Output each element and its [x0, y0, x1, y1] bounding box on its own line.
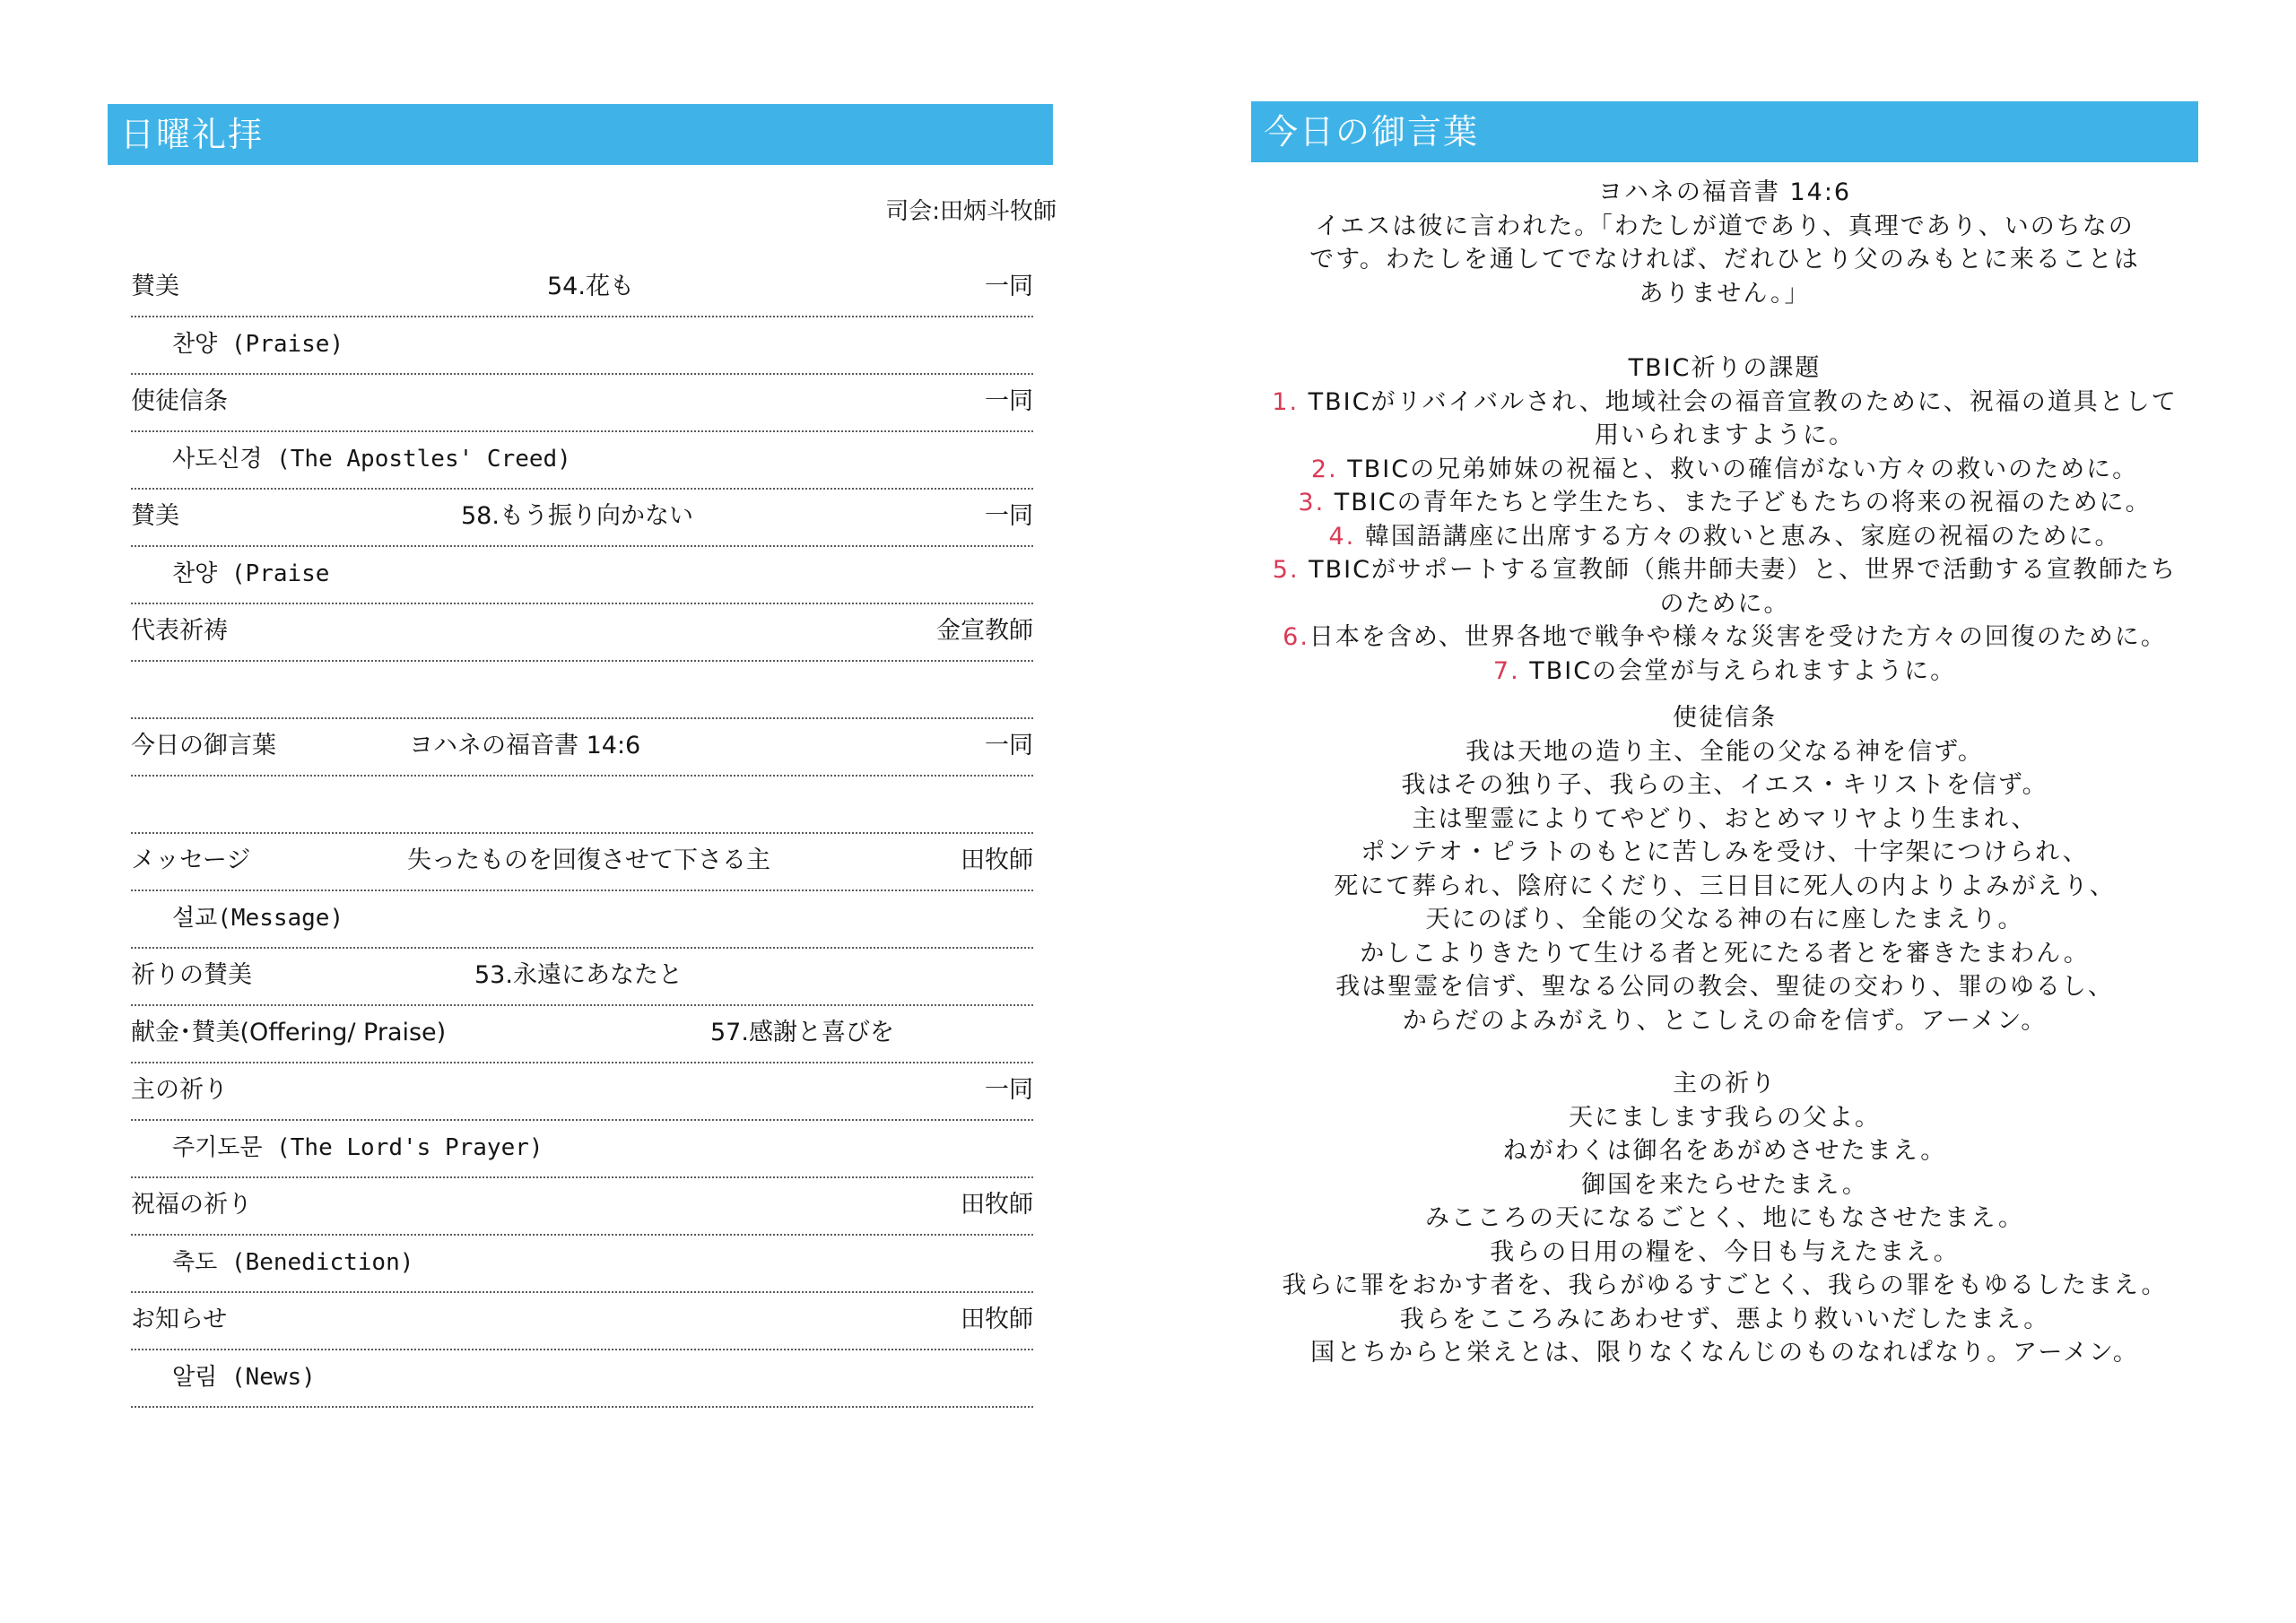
- order-label: メッセージ: [131, 846, 251, 874]
- order-responsible: 一同: [985, 1076, 1033, 1104]
- order-responsible: 一同: [985, 732, 1033, 759]
- order-sublabel: 찬양 (Praise): [172, 331, 344, 358]
- prayer-item: [1251, 386, 2198, 420]
- order-responsible: 一同: [985, 273, 1033, 300]
- order-row-offering: [131, 1006, 1033, 1063]
- order-row-apostles-creed: [131, 375, 1033, 432]
- prayer-item-number: 5.: [1272, 556, 1300, 584]
- prayer-item: [1251, 655, 2198, 689]
- prayer-item-text: TBICがリバイバルされ、地域社会の福音宣教のために、祝福の道具として: [1308, 387, 2178, 416]
- prayer-topics-title: TBIC祈りの課題: [1628, 354, 1822, 382]
- order-responsible: 田牧師: [961, 1306, 1033, 1333]
- order-hymn: 54.花も: [547, 273, 634, 300]
- lords-prayer-line: 我らの日用の糧を、今日も与えたまえ。: [1490, 1237, 1960, 1266]
- order-label: 使徒信条: [131, 387, 228, 415]
- order-row-prayer-praise: [131, 949, 1033, 1006]
- order-sublabel: 알림 (News): [172, 1364, 316, 1391]
- apostles-creed: [1251, 701, 2198, 1037]
- prayer-item-number: 1.: [1272, 387, 1300, 416]
- host-label: 司会:田炳斗牧師: [885, 198, 1057, 225]
- prayer-item-number: 6.: [1283, 623, 1309, 651]
- prayer-item-text: TBICの青年たちと学生たち、また子どもたちの将来の祝福のために。: [1334, 489, 2152, 516]
- order-label: 賛美: [131, 273, 179, 300]
- todays-word-page: [1148, 0, 2296, 1623]
- order-subrow: [131, 432, 1033, 490]
- order-subrow: [131, 317, 1033, 375]
- order-label: 献金･賛美(Offering/ Praise): [131, 1019, 447, 1046]
- creed-line: からだのよみがえり、とこしえの命を信ず。アーメン。: [1402, 1006, 2048, 1035]
- creed-line: 天にのぼり、全能の父なる神の右に座したまえり。: [1425, 906, 2024, 933]
- order-sublabel: 설교(Message): [172, 905, 344, 932]
- order-row-benediction: [131, 1178, 1033, 1236]
- order-row-representative-prayer: [131, 604, 1033, 662]
- creed-line: 我は聖霊を信ず、聖なる公同の教会、聖徒の交わり、罪のゆるし、: [1335, 973, 2114, 1001]
- prayer-item-text: TBICの兄弟姉妹の祝福と、救いの確信がない方々の救いのために。: [1347, 455, 2139, 483]
- lords-prayer-line: 天にまします我らの父よ。: [1569, 1103, 1881, 1132]
- order-sublabel: 찬양 (Praise: [172, 560, 330, 587]
- order-label: 主の祈り: [131, 1076, 228, 1104]
- prayer-item-text: 韓国語講座に出席する方々の救いと恵み、家庭の祝福のために。: [1364, 522, 2121, 551]
- verse-line: です。わたしを通してでなければ、だれひとり父のみもとに来ることは: [1309, 246, 2140, 273]
- order-row-praise-1: [131, 260, 1033, 317]
- creed-line: ポンテオ・ピラトのもとに苦しみを受け、十字架につけられ、: [1361, 838, 2089, 866]
- lords-prayer-line: 御国を来たらせたまえ。: [1581, 1170, 1868, 1199]
- order-responsible: 田牧師: [961, 846, 1033, 874]
- order-responsible: 一同: [985, 502, 1033, 530]
- prayer-item-number: 7.: [1492, 656, 1520, 685]
- order-subrow: [131, 1236, 1033, 1293]
- order-sublabel: 축도 (Benediction): [172, 1249, 414, 1276]
- todays-word-header: 今日の御言葉: [1251, 101, 2198, 162]
- prayer-item-text: 日本を含め、世界各地で戦争や様々な災害を受けた方々の回復のために。: [1309, 623, 2167, 651]
- prayer-item: [1251, 453, 2198, 487]
- prayer-item-text: TBICの会堂が与えられますように。: [1529, 656, 1957, 685]
- order-subrow: [131, 777, 1033, 834]
- order-sermon-title: 失ったものを回復させて下さる主: [407, 846, 770, 874]
- order-responsible: 金宣教師: [936, 617, 1033, 645]
- creed-line: 我は天地の造り主、全能の父なる神を信ず。: [1465, 737, 1984, 766]
- order-row-message: [131, 834, 1033, 891]
- order-row-news: [131, 1293, 1033, 1350]
- creed-line: 死にて葬られ、陰府にくだり、三日目に死人の内よりよみがえり、: [1334, 872, 2116, 900]
- prayer-item-number: 4.: [1328, 522, 1356, 551]
- order-label: 今日の御言葉: [131, 732, 276, 759]
- worship-header: 日曜礼拝: [108, 104, 1053, 165]
- order-sublabel: 주기도문 (The Lord's Prayer): [172, 1134, 544, 1161]
- order-hymn: 57.感謝と喜びを: [710, 1019, 894, 1046]
- prayer-item-continued: のために。: [1659, 589, 1790, 618]
- order-row-praise-2: [131, 490, 1033, 547]
- order-row-todays-word: [131, 719, 1033, 777]
- lords-prayer-line: 我らをこころみにあわせず、悪より救いいだしたまえ。: [1399, 1305, 2050, 1333]
- order-subrow: [131, 891, 1033, 949]
- verse-line: ありません。」: [1639, 279, 1811, 308]
- creed-line: 主は聖霊によりてやどり、おとめマリヤより生まれ、: [1412, 804, 2038, 833]
- verse-line: イエスは彼に言われた。「わたしが道であり、真理であり、いのちなの: [1315, 212, 2135, 240]
- order-scripture: ヨハネの福音書 14:6: [409, 732, 641, 759]
- creed-line: かしこよりきたりて生ける者と死にたる者とを審きたまわん。: [1360, 939, 2090, 968]
- order-label: 賛美: [131, 502, 179, 530]
- lords-prayer-title: 主の祈り: [1673, 1070, 1777, 1098]
- order-row-lords-prayer: [131, 1063, 1033, 1121]
- creed-title: 使徒信条: [1673, 704, 1777, 732]
- lords-prayer-line: みこころの天になるごとく、地にもなさせたまえ。: [1424, 1204, 2025, 1232]
- lords-prayer: [1251, 1067, 2198, 1370]
- order-list: [131, 260, 1033, 1408]
- prayer-item: [1251, 520, 2198, 554]
- order-subrow: [131, 1350, 1033, 1408]
- order-sublabel: 사도신경 (The Apostles' Creed): [172, 446, 571, 473]
- order-label: 祝福の祈り: [131, 1191, 252, 1219]
- prayer-item-text: TBICがサポートする宣教師（熊井師夫妻）と、世界で活動する宣教師たち: [1309, 556, 2178, 584]
- lords-prayer-line: 国とちからと栄えとは、限りなくなんじのものなれぱなり。アーメン。: [1310, 1339, 2139, 1367]
- prayer-item-number: 3.: [1298, 489, 1326, 516]
- prayer-item: [1251, 486, 2198, 520]
- order-subrow: [131, 662, 1033, 719]
- scripture-verse: [1251, 176, 2198, 310]
- verse-reference: ヨハネの福音書 14:6: [1597, 178, 1852, 206]
- order-label: 代表祈祷: [131, 617, 228, 645]
- order-hymn: 53.永遠にあなたと: [474, 961, 683, 989]
- order-responsible: 田牧師: [961, 1191, 1033, 1219]
- creed-line: 我はその独り子、我らの主、イエス・キリストを信ず。: [1401, 771, 2048, 799]
- lords-prayer-line: ねがわくは御名をあがめさせたまえ。: [1502, 1137, 1947, 1165]
- prayer-item: [1251, 621, 2198, 655]
- prayer-item-continued: 用いられますように。: [1595, 421, 1855, 449]
- order-hymn: 58.もう振り向かない: [461, 502, 693, 530]
- order-subrow: [131, 1121, 1033, 1178]
- order-responsible: 一同: [985, 387, 1033, 415]
- order-label: 祈りの賛美: [131, 961, 252, 989]
- lords-prayer-line: 我らに罪をおかす者を、我らがゆるすごとく、我らの罪をもゆるしたまえ。: [1282, 1271, 2168, 1299]
- order-subrow: [131, 547, 1033, 604]
- order-label: お知らせ: [131, 1306, 228, 1333]
- prayer-item: [1251, 553, 2198, 587]
- prayer-topics: [1251, 352, 2198, 688]
- prayer-item-number: 2.: [1310, 455, 1338, 483]
